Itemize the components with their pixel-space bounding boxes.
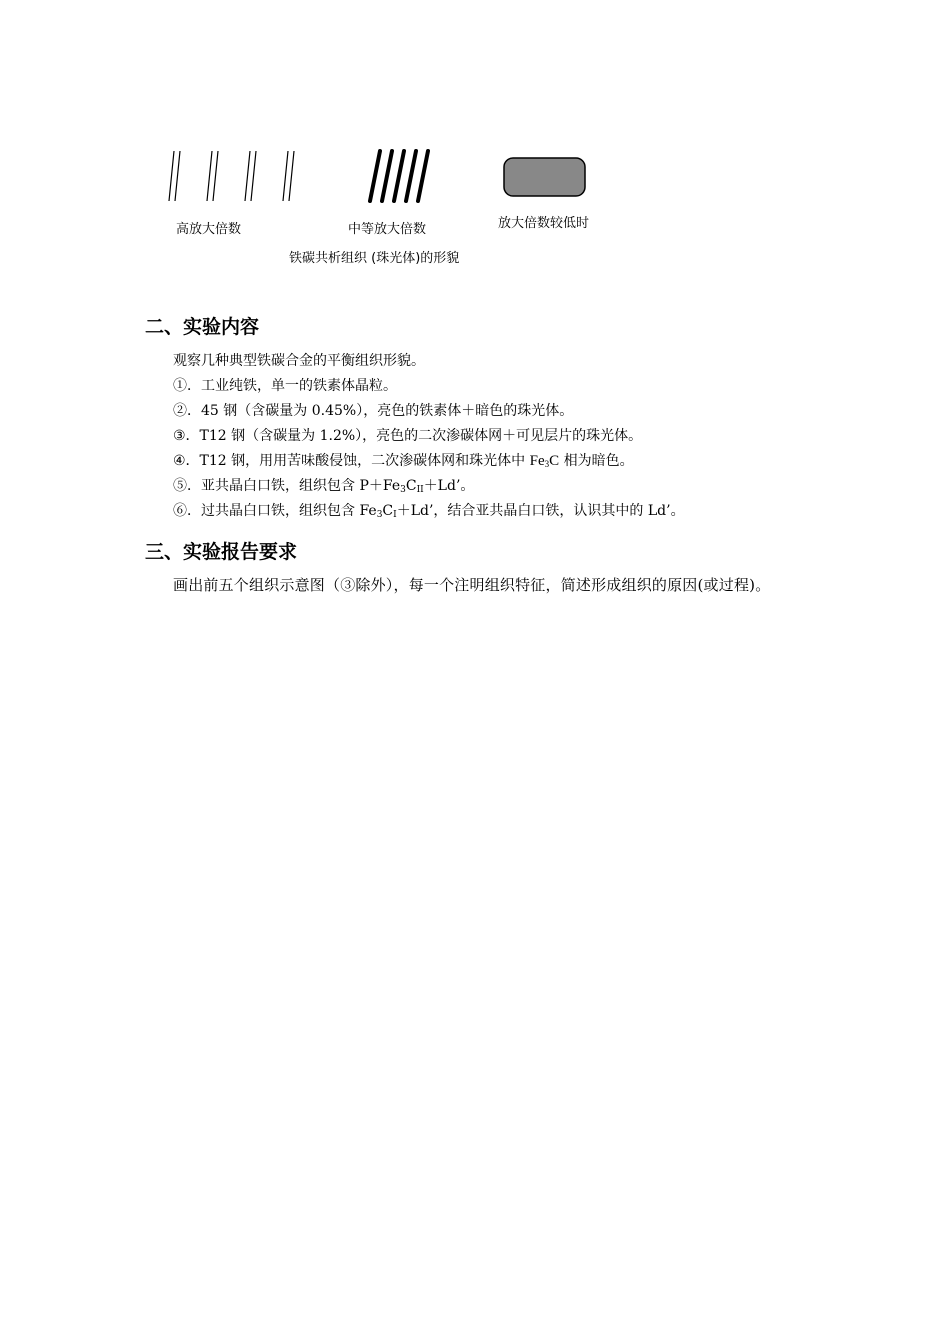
- list-item-3: ③．T12 钢（含碳量为 1.2%），亮色的二次渗碳体网＋可见层片的珠光体。: [173, 428, 643, 444]
- list-item-4-text-end: 相为暗色。: [559, 453, 634, 469]
- list-item-4-text: ④．T12 钢，用用苦味酸侵蚀，二次渗碳体网和珠光体中: [173, 453, 530, 469]
- high-magnification-figure: [160, 145, 310, 207]
- section-heading-experiment-content: 二、实验内容: [145, 316, 260, 338]
- list-item-2: ②．45 钢（含碳量为 0.45%），亮色的铁素体＋暗色的珠光体。: [173, 403, 574, 419]
- figure-title: 铁碳共析组织 (珠光体)的形貌: [289, 251, 460, 266]
- medium-magnification-figure: [360, 145, 440, 207]
- low-magnification-figure: [500, 155, 590, 201]
- list-item-5: ⑤．亚共晶白口铁，组织包含 $P+Fe_3C_{II}+Ld$’。: [173, 478, 475, 495]
- section3-paragraph: 画出前五个组织示意图（③除外），每一个注明组织特征，简述形成组织的原因(或过程)。: [173, 576, 771, 594]
- section2-intro: 观察几种典型铁碳合金的平衡组织形貌。: [173, 353, 425, 369]
- caption-medium-magnification: 中等放大倍数: [348, 222, 427, 237]
- caption-high-magnification: 高放大倍数: [176, 222, 242, 237]
- section-heading-report-requirements: 三、实验报告要求: [145, 541, 298, 563]
- list-item-4: [173, 452, 634, 470]
- list-item-6: ⑥．过共晶白口铁，组织包含 $Fe_3C_I+Ld$’，结合亚共晶白口铁，认识其中的 Ld’。: [173, 503, 685, 520]
- fe3c-formula: $Fe_3C$: [529, 453, 560, 469]
- caption-low-magnification: 放大倍数较低时: [498, 216, 590, 231]
- list-item-1: ①．工业纯铁，单一的铁素体晶粒。: [173, 378, 397, 394]
